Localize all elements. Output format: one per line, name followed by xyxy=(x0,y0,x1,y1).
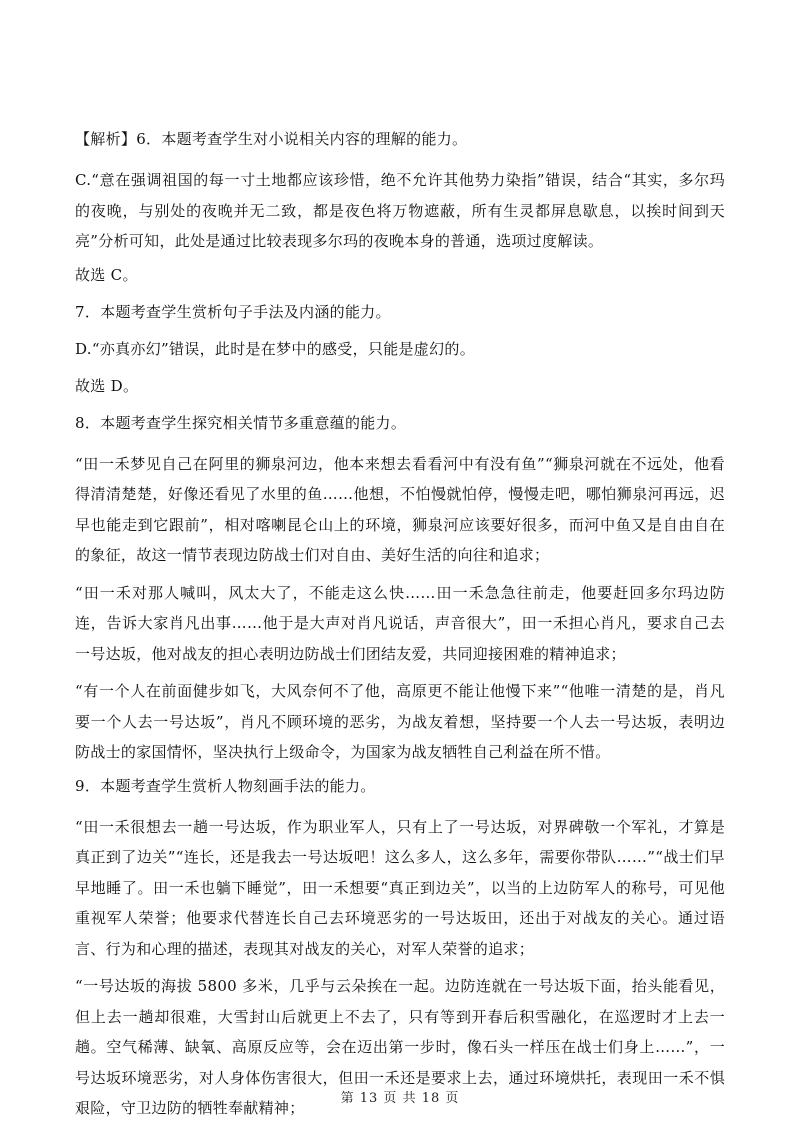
q8-point-1: “田一禾梦见自己在阿里的狮泉河边，他本来想去看看河中有没有鱼”“狮泉河就在不远处，他看得清清楚楚，好像还看见了水里的鱼……他想，不怕慢就怕停，慢慢走吧，哪怕狮泉河再远，迟早也能走到它跟前”，相对喀喇昆仑山上的环境，狮泉河应该要好很多，而河中鱼又是自由自在的象征，故这一情节表现边防战士们对自由、美好生活的向往和追求； xyxy=(75,454,725,564)
q8-heading: 8．本题考查学生探究相关情节多重意蕴的能力。 xyxy=(75,413,407,432)
q9-heading: 9．本题考查学生赏析人物刻画手法的能力。 xyxy=(75,776,376,795)
q6-answer: 故选 C。 xyxy=(75,265,138,284)
q7-heading: 7．本题考查学生赏析句子手法及内涵的能力。 xyxy=(75,302,391,321)
q8-point-3: “有一个人在前面健步如飞，大风奈何不了他，高原更不能让他慢下来”“他唯一清楚的是，肖凡要一个人去一号达坂”，肖凡不顾环境的恶劣，为战友着想，坚持要一个人去一号达坂，表明边防战士的家国情怀，坚决执行上级命令，为国家为战友牺牲自己利益在所不惜。 xyxy=(75,682,725,761)
q7-answer: 故选 D。 xyxy=(75,376,139,395)
q8-point-2: “田一禾对那人喊叫，风太大了，不能走这么快……田一禾急急往前走，他要赶回多尔玛边防连，告诉大家肖凡出事……他于是大声对肖凡说话，声音很大”，田一禾担心肖凡，要求自己去一号达坂，他对战友的担心表明边防战士们团结友爱，共同迎接困难的精神追求； xyxy=(75,583,725,663)
q9-point-2: “一号达坂的海拔 5800 多米，几乎与云朵挨在一起。边防连就在一号达坂下面，抬头能看见，但上去一趟却很难，大雪封山后就更上不去了，只有等到开春后积雪融化，在巡逻时才上去一趟。空气稀薄、缺氧、高原反应等，会在迈出第一步时，像石头一样压在战士们身上……”，一号达坂环境恶劣，对人身体伤害很大，但田一禾还是要求上去，通过环境烘托，表现田一禾不惧艰险，守卫边防的牺牲奉献精神； xyxy=(75,977,725,1117)
q7-option-d-analysis: D.“亦真亦幻”错误，此时是在梦中的感受，只能是虚幻的。 xyxy=(75,339,475,358)
analysis-heading: 【解析】6．本题考查学生对小说相关内容的理解的能力。 xyxy=(75,130,468,148)
document-body xyxy=(75,128,725,1131)
q9-point-1: “田一禾很想去一趟一号达坂，作为职业军人，只有上了一号达坂，对界碑敬一个军礼，才算是真正到了边关”“连长，还是我去一号达坂吧！这么多人，这么多年，需要你带队……”“战士们早早地睡了。田一禾也躺下睡觉”，田一禾想要“真正到边关”，以当的上边防军人的称号，可见他重视军人荣誉；他要求代替连长自己去环境恶劣的一号达坂田，还出于对战友的关心。通过语言、行为和心理的描述，表现其对战友的关心，对军人荣誉的追求； xyxy=(75,817,725,958)
q6-option-c-analysis: C.“意在强调祖国的每一寸土地都应该珍惜，绝不允许其他势力染指”错误，结合“其实，多尔玛的夜晚，与别处的夜晚并无二致，都是夜色将万物遮蔽，所有生灵都屏息歇息，以挨时间到天亮”分析可知，此处是通过比较表现多尔玛的夜晚本身的普通，选项过度解读。 xyxy=(75,171,725,250)
page-number-footer: 第 13 页 共 18 页 xyxy=(340,1091,460,1106)
